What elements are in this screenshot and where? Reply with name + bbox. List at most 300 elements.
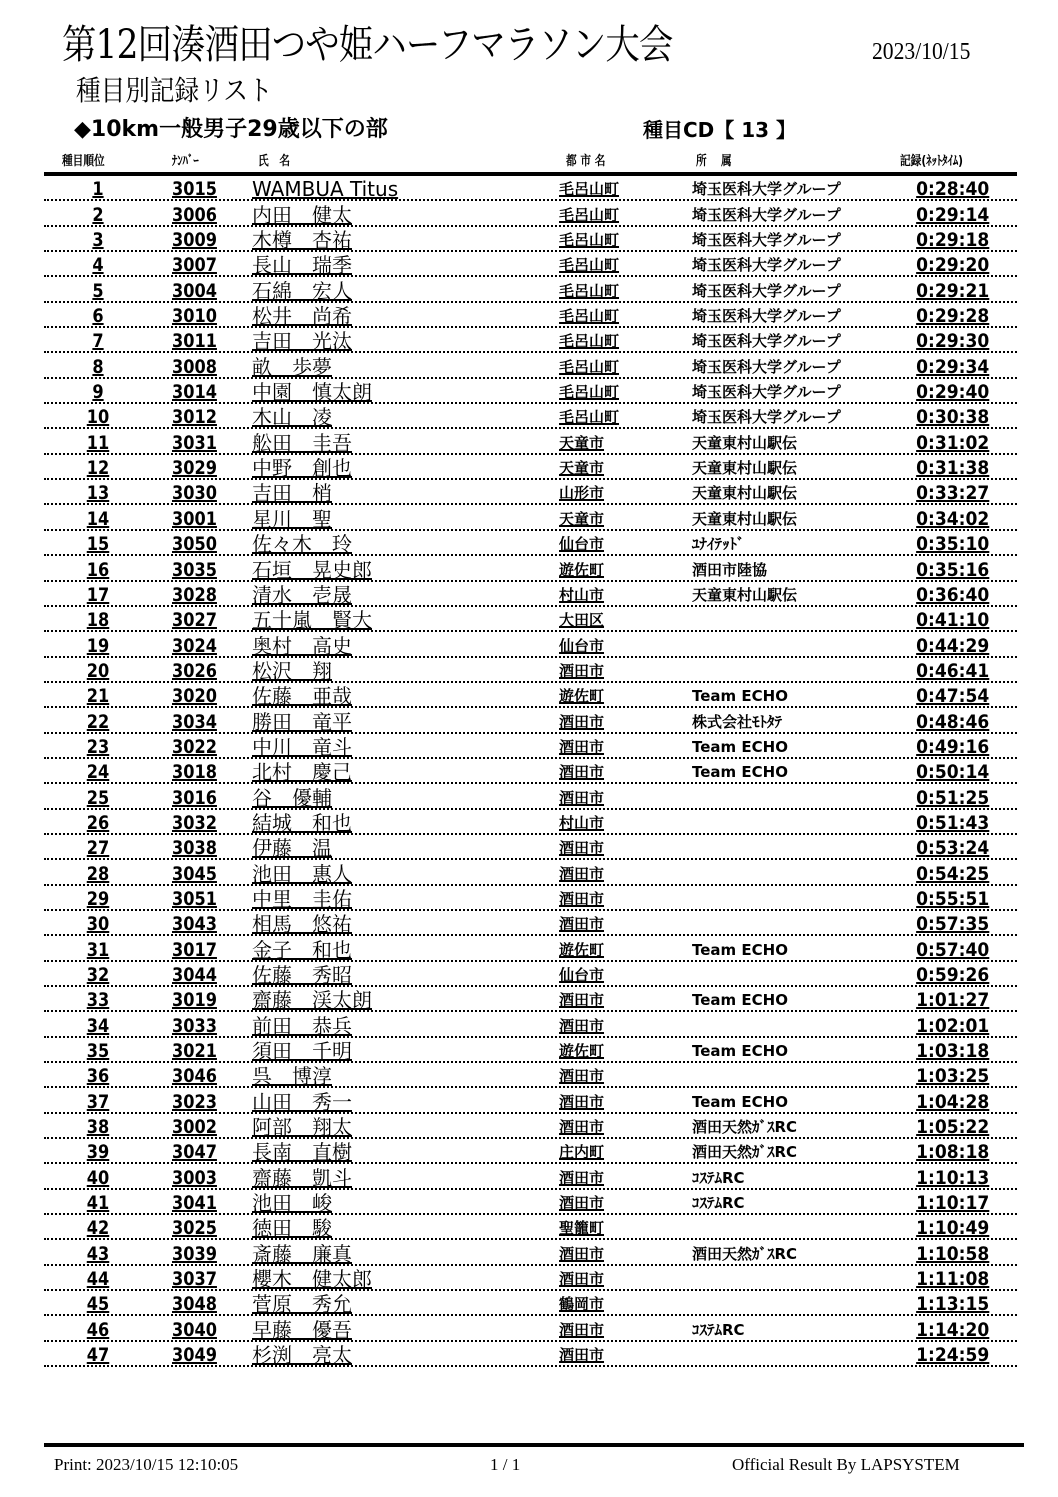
runner-name-cell: 杉渕 亮太 xyxy=(252,1343,352,1368)
finish-time-cell: 0:46:41 xyxy=(915,659,989,682)
city-cell: 毛呂山町 xyxy=(559,231,620,250)
rank-cell: 4 xyxy=(92,254,104,277)
finish-time-cell: 0:36:40 xyxy=(915,583,989,606)
city-cell: 毛呂山町 xyxy=(559,307,620,326)
rank-cell: 8 xyxy=(92,355,104,378)
runner-name-cell: 中川 竜斗 xyxy=(252,734,352,759)
rank-cell: 27 xyxy=(86,837,110,860)
city-cell: 酒田市 xyxy=(559,1346,605,1365)
runner-name-cell: 中里 圭佑 xyxy=(252,886,352,911)
team-cell: 株式会社ﾓﾄﾀﾃ xyxy=(692,712,783,731)
rank-cell: 31 xyxy=(86,938,110,961)
rank-cell: 28 xyxy=(86,862,110,885)
finish-time-cell: 0:44:29 xyxy=(915,634,989,657)
finish-time-cell: 0:31:02 xyxy=(915,431,989,454)
city-cell: 毛呂山町 xyxy=(559,383,620,402)
runner-name-cell: 阿部 翔太 xyxy=(252,1115,352,1140)
table-row xyxy=(44,1139,1017,1164)
city-cell: 酒田市 xyxy=(559,1067,605,1086)
table-row xyxy=(44,911,1017,936)
city-cell: 酒田市 xyxy=(559,763,605,782)
bib-number-cell: 3029 xyxy=(172,457,217,480)
finish-time-cell: 0:29:20 xyxy=(915,254,989,277)
finish-time-cell: 1:14:20 xyxy=(915,1318,989,1341)
finish-time-cell: 0:33:27 xyxy=(915,482,989,505)
city-cell: 酒田市 xyxy=(559,661,605,680)
rank-cell: 17 xyxy=(86,583,110,606)
finish-time-cell: 1:10:13 xyxy=(915,1166,989,1189)
table-row xyxy=(44,962,1017,987)
city-cell: 毛呂山町 xyxy=(559,332,620,351)
bib-number-cell: 3023 xyxy=(172,1090,217,1113)
runner-name-cell: 吉田 梢 xyxy=(252,481,332,506)
table-row xyxy=(44,353,1017,378)
bib-number-cell: 3039 xyxy=(172,1242,217,1265)
team-cell: ｺｽﾃﾑRC xyxy=(692,1320,745,1339)
bib-number-cell: 3027 xyxy=(172,609,217,632)
bib-number-cell: 3048 xyxy=(172,1293,217,1316)
team-cell: 天童東村山駅伝 xyxy=(692,509,798,528)
finish-time-cell: 1:02:01 xyxy=(915,1014,989,1037)
finish-time-cell: 0:54:25 xyxy=(915,862,989,885)
finish-time-cell: 0:41:10 xyxy=(915,609,989,632)
team-cell: 埼玉医科大学グループ xyxy=(692,307,841,326)
rank-cell: 39 xyxy=(86,1141,110,1164)
runner-name-cell: 勝田 竜平 xyxy=(252,709,352,734)
table-row xyxy=(44,1291,1017,1316)
finish-time-cell: 0:29:18 xyxy=(915,229,989,252)
city-cell: 大田区 xyxy=(559,611,605,630)
finish-time-cell: 1:13:15 xyxy=(915,1293,989,1316)
runner-name-cell: 結城 和也 xyxy=(252,810,352,835)
rank-cell: 5 xyxy=(92,279,104,302)
rank-cell: 22 xyxy=(86,710,110,733)
finish-time-cell: 0:50:14 xyxy=(915,761,989,784)
table-row xyxy=(44,455,1017,480)
table-row xyxy=(44,328,1017,353)
rank-cell: 32 xyxy=(86,964,110,986)
runner-name-cell: WAMBUA Titus xyxy=(252,177,399,202)
rank-cell: 34 xyxy=(86,1014,110,1037)
column-header-name: 氏 名 xyxy=(258,154,290,169)
bib-number-cell: 3002 xyxy=(172,1116,217,1139)
runner-name-cell: 伊藤 温 xyxy=(252,836,332,861)
rank-cell: 16 xyxy=(86,558,110,581)
runner-name-cell: 佐藤 秀昭 xyxy=(252,963,352,987)
runner-name-cell: 吉田 光汰 xyxy=(252,329,352,354)
runner-name-cell: 星川 聖 xyxy=(252,506,332,531)
city-cell: 酒田市 xyxy=(559,712,605,731)
rank-cell: 20 xyxy=(86,659,110,682)
rank-cell: 12 xyxy=(86,457,110,480)
runner-name-cell: 長山 瑞季 xyxy=(252,253,352,278)
bib-number-cell: 3018 xyxy=(172,761,217,784)
city-cell: 村山市 xyxy=(559,585,605,604)
runner-name-cell: 櫻木 健太郎 xyxy=(252,1267,372,1292)
city-cell: 鶴岡市 xyxy=(559,1295,605,1314)
bib-number-cell: 3012 xyxy=(172,406,217,429)
city-cell: 遊佐町 xyxy=(559,940,605,959)
runner-name-cell: 齋藤 凱斗 xyxy=(252,1165,352,1190)
table-row xyxy=(44,632,1017,657)
table-row xyxy=(44,1316,1017,1341)
team-cell: Team ECHO xyxy=(692,991,788,1010)
runner-name-cell: 山田 秀一 xyxy=(252,1089,352,1114)
rank-cell: 14 xyxy=(86,507,110,530)
rank-cell: 33 xyxy=(86,989,110,1012)
city-cell: 仙台市 xyxy=(559,535,605,554)
page-number: 1 / 1 xyxy=(490,1455,521,1474)
team-cell: Team ECHO xyxy=(692,1042,788,1061)
finish-time-cell: 0:35:16 xyxy=(915,558,989,581)
city-cell: 村山市 xyxy=(559,813,605,832)
column-header-time: 記録(ﾈｯﾄﾀｲﾑ) xyxy=(900,154,964,169)
city-cell: 山形市 xyxy=(559,484,605,503)
finish-time-cell: 0:51:25 xyxy=(915,786,989,809)
city-cell: 庄内町 xyxy=(559,1143,605,1162)
city-cell: 酒田市 xyxy=(559,1270,605,1289)
rank-cell: 1 xyxy=(92,178,104,201)
column-header-rank: 種目順位 xyxy=(62,154,105,169)
city-cell: 酒田市 xyxy=(559,991,605,1010)
team-cell: Team ECHO xyxy=(692,687,788,706)
finish-time-cell: 0:29:28 xyxy=(915,305,989,328)
bib-number-cell: 3015 xyxy=(172,178,217,201)
rank-cell: 41 xyxy=(86,1192,110,1215)
table-row xyxy=(44,303,1017,328)
table-row xyxy=(44,1342,1017,1367)
city-cell: 天童市 xyxy=(559,433,605,452)
city-cell: 聖籠町 xyxy=(559,1219,605,1238)
table-row xyxy=(44,480,1017,505)
runner-name-cell: 木山 凌 xyxy=(252,405,332,430)
rank-cell: 21 xyxy=(86,685,110,708)
bib-number-cell: 3031 xyxy=(172,431,217,454)
city-cell: 仙台市 xyxy=(559,966,605,984)
runner-name-cell: 斎藤 廉真 xyxy=(252,1241,352,1266)
bib-number-cell: 3006 xyxy=(172,203,217,226)
rank-cell: 36 xyxy=(86,1065,110,1088)
city-cell: 毛呂山町 xyxy=(559,408,620,427)
runner-name-cell: 相馬 悠祐 xyxy=(252,912,352,937)
finish-time-cell: 0:29:34 xyxy=(915,355,989,378)
rank-cell: 25 xyxy=(86,786,110,809)
finish-time-cell: 0:31:38 xyxy=(915,457,989,480)
rank-cell: 29 xyxy=(86,887,110,910)
finish-time-cell: 1:24:59 xyxy=(915,1344,989,1367)
table-row xyxy=(44,277,1017,302)
bib-number-cell: 3035 xyxy=(172,558,217,581)
table-row xyxy=(44,1063,1017,1088)
city-cell: 酒田市 xyxy=(559,1320,605,1339)
finish-time-cell: 1:08:18 xyxy=(915,1141,989,1164)
bib-number-cell: 3017 xyxy=(172,938,217,961)
table-row xyxy=(44,683,1017,708)
team-cell: 酒田天然ｶﾞｽRC xyxy=(692,1244,798,1263)
city-cell: 天童市 xyxy=(559,459,605,478)
team-cell: 酒田市陸協 xyxy=(692,560,768,579)
rank-cell: 46 xyxy=(86,1318,110,1341)
table-row xyxy=(44,1012,1017,1037)
finish-time-cell: 0:34:02 xyxy=(915,507,989,530)
bib-number-cell: 3003 xyxy=(172,1166,217,1189)
rank-cell: 2 xyxy=(92,203,104,226)
table-row xyxy=(44,1038,1017,1063)
bib-number-cell: 3030 xyxy=(172,482,217,505)
bib-number-cell: 3033 xyxy=(172,1014,217,1037)
finish-time-cell: 0:55:51 xyxy=(915,887,989,910)
city-cell: 毛呂山町 xyxy=(559,205,620,224)
finish-time-cell: 1:05:22 xyxy=(915,1116,989,1139)
city-cell: 毛呂山町 xyxy=(559,357,620,376)
column-header-number: ﾅﾝﾊﾞｰ xyxy=(172,154,199,169)
city-cell: 酒田市 xyxy=(559,1016,605,1035)
rank-cell: 11 xyxy=(86,431,110,454)
team-cell: ｺｽﾃﾑRC xyxy=(692,1168,745,1187)
bib-number-cell: 3016 xyxy=(172,786,217,809)
runner-name-cell: 石綿 宏人 xyxy=(252,278,352,303)
team-cell: 埼玉医科大学グループ xyxy=(692,383,841,402)
table-row xyxy=(44,734,1017,759)
bib-number-cell: 3008 xyxy=(172,355,217,378)
city-cell: 毛呂山町 xyxy=(559,281,620,300)
runner-name-cell: 五十嵐 賢大 xyxy=(252,608,372,633)
runner-name-cell: 齋藤 渓太朗 xyxy=(252,988,372,1013)
table-row xyxy=(44,176,1017,201)
finish-time-cell: 0:29:30 xyxy=(915,330,989,353)
finish-time-cell: 0:28:40 xyxy=(915,178,989,201)
runner-name-cell: 中園 慎太朗 xyxy=(252,380,372,405)
city-cell: 酒田市 xyxy=(559,1092,605,1111)
team-cell: ﾕﾅｲﾃｯﾄﾞ xyxy=(692,535,745,554)
runner-name-cell: 長南 直樹 xyxy=(252,1140,352,1165)
table-row xyxy=(44,759,1017,784)
finish-time-cell: 1:04:28 xyxy=(915,1090,989,1113)
team-cell: 酒田天然ｶﾞｽRC xyxy=(692,1118,798,1137)
rank-cell: 19 xyxy=(86,634,110,657)
city-cell: 酒田市 xyxy=(559,864,605,883)
bib-number-cell: 3032 xyxy=(172,811,217,834)
finish-time-cell: 0:29:40 xyxy=(915,381,989,404)
finish-time-cell: 0:57:35 xyxy=(915,913,989,936)
bib-number-cell: 3004 xyxy=(172,279,217,302)
finish-time-cell: 1:11:08 xyxy=(915,1268,989,1291)
table-row xyxy=(44,1266,1017,1291)
rank-cell: 38 xyxy=(86,1116,110,1139)
print-timestamp: Print: 2023/10/15 12:10:05 xyxy=(54,1455,239,1474)
table-row xyxy=(44,227,1017,252)
team-cell: 埼玉医科大学グループ xyxy=(692,205,841,224)
team-cell: 天童東村山駅伝 xyxy=(692,484,798,503)
bib-number-cell: 3010 xyxy=(172,305,217,328)
bib-number-cell: 3014 xyxy=(172,381,217,404)
team-cell: 埼玉医科大学グループ xyxy=(692,231,841,250)
runner-name-cell: 北村 慶己 xyxy=(252,760,352,785)
column-header-team: 所 属 xyxy=(696,154,732,169)
table-row xyxy=(44,379,1017,404)
bib-number-cell: 3041 xyxy=(172,1192,217,1215)
team-cell: 酒田天然ｶﾞｽRC xyxy=(692,1143,798,1162)
table-row xyxy=(44,1215,1017,1240)
table-row xyxy=(44,556,1017,581)
team-cell: Team ECHO xyxy=(692,1092,788,1111)
results-table xyxy=(44,176,1017,1367)
city-cell: 毛呂山町 xyxy=(559,180,620,199)
finish-time-cell: 0:48:46 xyxy=(915,710,989,733)
runner-name-cell: 松沢 翔 xyxy=(252,658,332,683)
bib-number-cell: 3025 xyxy=(172,1217,217,1240)
table-row xyxy=(44,1114,1017,1139)
bib-number-cell: 3050 xyxy=(172,533,217,556)
runner-name-cell: 舩田 圭吾 xyxy=(252,430,352,455)
runner-name-cell: 畝 歩夢 xyxy=(252,354,332,379)
finish-time-cell: 0:29:21 xyxy=(915,279,989,302)
table-row xyxy=(44,987,1017,1012)
bib-number-cell: 3011 xyxy=(172,330,217,353)
rank-cell: 9 xyxy=(92,381,104,404)
rank-cell: 47 xyxy=(86,1344,110,1367)
rank-cell: 45 xyxy=(86,1293,110,1316)
city-cell: 酒田市 xyxy=(559,1118,605,1137)
runner-name-cell: 木樽 杏祐 xyxy=(252,228,352,253)
runner-name-cell: 菅原 秀允 xyxy=(252,1292,352,1317)
table-row xyxy=(44,1164,1017,1189)
runner-name-cell: 内田 健太 xyxy=(252,202,352,227)
system-credit: Official Result By LAPSYSTEM xyxy=(732,1455,960,1474)
team-cell: 埼玉医科大学グループ xyxy=(692,281,841,300)
table-row xyxy=(44,886,1017,911)
table-row xyxy=(44,1190,1017,1215)
finish-time-cell: 0:47:54 xyxy=(915,685,989,708)
footer-divider xyxy=(44,1443,1024,1447)
runner-name-cell: 松井 尚希 xyxy=(252,304,352,329)
bib-number-cell: 3019 xyxy=(172,989,217,1012)
finish-time-cell: 0:30:38 xyxy=(915,406,989,429)
finish-time-cell: 0:35:10 xyxy=(915,533,989,556)
city-cell: 酒田市 xyxy=(559,915,605,934)
bib-number-cell: 3034 xyxy=(172,710,217,733)
runner-name-cell: 前田 恭兵 xyxy=(252,1013,352,1038)
table-row xyxy=(44,582,1017,607)
rank-cell: 44 xyxy=(86,1268,110,1291)
city-cell: 酒田市 xyxy=(559,1244,605,1263)
rank-cell: 3 xyxy=(92,229,104,252)
rank-cell: 15 xyxy=(86,533,110,556)
city-cell: 酒田市 xyxy=(559,737,605,756)
finish-time-cell: 0:29:14 xyxy=(915,203,989,226)
rank-cell: 30 xyxy=(86,913,110,936)
runner-name-cell: 清水 壱晟 xyxy=(252,582,352,607)
bib-number-cell: 3021 xyxy=(172,1040,217,1063)
team-cell: 埼玉医科大学グループ xyxy=(692,180,841,199)
table-row xyxy=(44,429,1017,454)
column-header-city: 都 市 名 xyxy=(566,154,606,169)
rank-cell: 43 xyxy=(86,1242,110,1265)
rank-cell: 10 xyxy=(86,406,110,429)
city-cell: 遊佐町 xyxy=(559,560,605,579)
city-cell: 酒田市 xyxy=(559,1168,605,1187)
team-cell: 天童東村山駅伝 xyxy=(692,585,798,604)
city-cell: 酒田市 xyxy=(559,889,605,908)
team-cell: 埼玉医科大学グループ xyxy=(692,332,841,351)
finish-time-cell: 1:10:17 xyxy=(915,1192,989,1215)
bib-number-cell: 3028 xyxy=(172,583,217,606)
rank-cell: 24 xyxy=(86,761,110,784)
finish-time-cell: 0:51:43 xyxy=(915,811,989,834)
rank-cell: 13 xyxy=(86,482,110,505)
table-row xyxy=(44,1240,1017,1265)
bib-number-cell: 3001 xyxy=(172,507,217,530)
table-row xyxy=(44,835,1017,860)
bib-number-cell: 3051 xyxy=(172,887,217,910)
table-row xyxy=(44,860,1017,885)
runner-name-cell: 池田 惠人 xyxy=(252,861,352,886)
rank-cell: 40 xyxy=(86,1166,110,1189)
runner-name-cell: 金子 和也 xyxy=(252,937,352,962)
table-row xyxy=(44,658,1017,683)
table-row xyxy=(44,708,1017,733)
event-code: 種目CD【 13 】 xyxy=(643,118,797,142)
bib-number-cell: 3040 xyxy=(172,1318,217,1341)
document-title: 第12回湊酒田つや姫ハーフマラソン大会 xyxy=(62,22,673,68)
table-row xyxy=(44,810,1017,835)
runner-name-cell: 石垣 晃史郎 xyxy=(252,557,372,582)
table-row xyxy=(44,252,1017,277)
runner-name-cell: 池田 峻 xyxy=(252,1191,332,1216)
bib-number-cell: 3007 xyxy=(172,254,217,277)
bib-number-cell: 3026 xyxy=(172,659,217,682)
finish-time-cell: 1:03:25 xyxy=(915,1065,989,1088)
city-cell: 仙台市 xyxy=(559,636,605,655)
bib-number-cell: 3009 xyxy=(172,229,217,252)
team-cell: ｺｽﾃﾑRC xyxy=(692,1194,745,1213)
rank-cell: 37 xyxy=(86,1090,110,1113)
finish-time-cell: 0:59:26 xyxy=(915,964,989,986)
finish-time-cell: 1:10:58 xyxy=(915,1242,989,1265)
table-row xyxy=(44,201,1017,226)
rank-cell: 7 xyxy=(92,330,104,353)
bib-number-cell: 3046 xyxy=(172,1065,217,1088)
team-cell: Team ECHO xyxy=(692,940,788,959)
city-cell: 遊佐町 xyxy=(559,687,605,706)
runner-name-cell: 佐藤 亜哉 xyxy=(252,684,352,709)
rank-cell: 6 xyxy=(92,305,104,328)
rank-cell: 26 xyxy=(86,811,110,834)
table-row xyxy=(44,505,1017,530)
runner-name-cell: 中野 創也 xyxy=(252,456,352,481)
city-cell: 酒田市 xyxy=(559,839,605,858)
team-cell: 天童東村山駅伝 xyxy=(692,433,798,452)
finish-time-cell: 1:01:27 xyxy=(915,989,989,1012)
bib-number-cell: 3049 xyxy=(172,1344,217,1367)
finish-time-cell: 0:57:40 xyxy=(915,938,989,961)
runner-name-cell: 須田 千明 xyxy=(252,1039,352,1064)
bib-number-cell: 3047 xyxy=(172,1141,217,1164)
rank-cell: 42 xyxy=(86,1217,110,1240)
team-cell: 埼玉医科大学グループ xyxy=(692,357,841,376)
rank-cell: 23 xyxy=(86,735,110,758)
rank-cell: 35 xyxy=(86,1040,110,1063)
table-row xyxy=(44,1088,1017,1113)
bib-number-cell: 3020 xyxy=(172,685,217,708)
city-cell: 遊佐町 xyxy=(559,1042,605,1061)
runner-name-cell: 呉 博淳 xyxy=(252,1064,332,1089)
city-cell: 酒田市 xyxy=(559,788,605,807)
finish-time-cell: 1:10:49 xyxy=(915,1217,989,1240)
city-cell: 天童市 xyxy=(559,509,605,528)
finish-time-cell: 1:03:18 xyxy=(915,1040,989,1063)
event-date: 2023/10/15 xyxy=(872,39,971,65)
